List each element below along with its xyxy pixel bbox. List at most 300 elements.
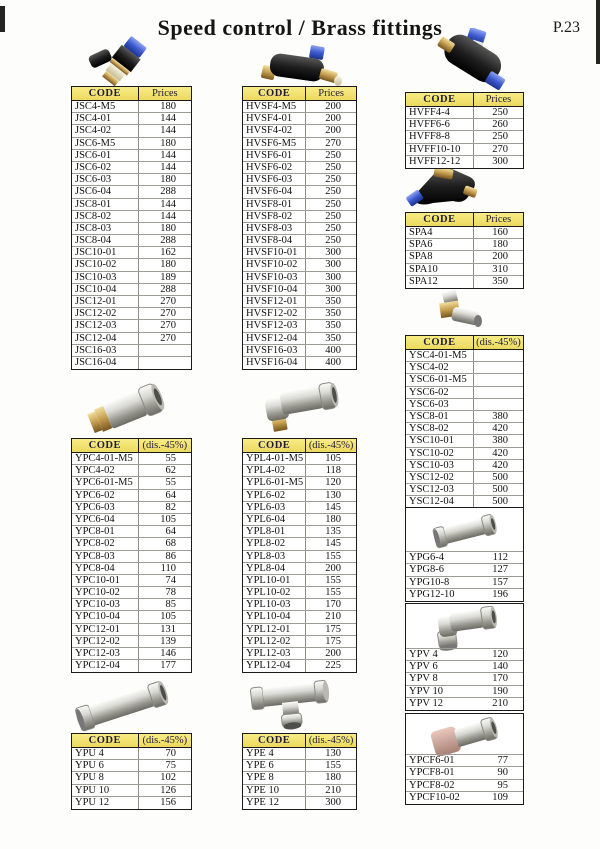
table-row [243, 272, 356, 284]
code-cell: HVSF12-01 [243, 296, 306, 307]
ypg-section [405, 507, 524, 602]
price-column-header: (dis.-45%) [306, 734, 356, 747]
table-row [406, 276, 523, 288]
price-cell: 70 [165, 748, 176, 759]
price-cell: 156 [160, 796, 176, 808]
code-column-header: CODE [72, 87, 139, 100]
price-cell: 200 [492, 251, 508, 263]
table-row [72, 150, 191, 162]
table-row [72, 223, 191, 235]
table-row [72, 526, 191, 538]
price-cell: 400 [325, 344, 341, 356]
code-cell: HVSF8-03 [243, 223, 306, 234]
code-cell: YPE 8 [243, 772, 306, 783]
price-cell: 420 [492, 447, 508, 459]
code-cell: JSC6-01 [72, 150, 139, 161]
code-cell: YPE 10 [243, 785, 306, 796]
code-cell: YPU 8 [72, 772, 139, 783]
table-row [72, 345, 191, 357]
table-row [243, 797, 356, 809]
table-row [406, 362, 523, 374]
code-cell: SPA8 [406, 251, 474, 262]
table-row [243, 477, 356, 489]
code-cell: YPL10-01 [243, 575, 306, 586]
hvff-price-table [405, 92, 524, 169]
price-cell: 300 [325, 283, 341, 295]
table-row [406, 767, 523, 779]
price-cell: 135 [325, 526, 341, 538]
price-cell [139, 345, 191, 356]
price-cell: 350 [325, 332, 341, 344]
table-row [72, 101, 191, 113]
code-cell: JSC4-02 [72, 125, 139, 136]
price-cell: 210 [325, 784, 341, 796]
page-number: P.23 [552, 19, 580, 36]
price-column-header: Prices [474, 213, 523, 226]
price-cell: 250 [325, 186, 341, 198]
price-cell: 160 [492, 227, 508, 238]
code-cell: YPG6-4 [409, 552, 445, 564]
table-row [72, 296, 191, 308]
code-cell: YPE 6 [243, 760, 306, 771]
code-cell: YPG12-10 [409, 588, 455, 600]
code-cell: HVSF10-01 [243, 247, 306, 258]
table-row [406, 698, 523, 710]
table-row [243, 284, 356, 296]
code-cell: YSC6-02 [406, 387, 474, 398]
table-header [72, 439, 191, 453]
table-row [406, 435, 523, 447]
price-cell: 139 [160, 635, 176, 647]
brass-elbow-fitting-image [428, 288, 488, 334]
price-cell: 270 [160, 308, 176, 320]
table-row [243, 211, 356, 223]
straight-union-image [429, 510, 501, 552]
price-cell: 270 [160, 332, 176, 344]
price-cell: 131 [160, 623, 176, 635]
code-column-header: CODE [406, 93, 474, 106]
table-row [72, 760, 191, 772]
code-cell: YPC12-02 [72, 636, 139, 647]
price-cell: 420 [492, 423, 508, 435]
price-cell: 250 [325, 222, 341, 234]
code-cell: YPE 12 [243, 797, 306, 809]
code-cell: SPA4 [406, 227, 474, 238]
code-column-header: CODE [243, 734, 306, 747]
code-cell: YPL4-02 [243, 465, 306, 476]
price-cell: 250 [325, 198, 341, 210]
price-cell: 300 [492, 155, 508, 167]
code-cell: YSC12-03 [406, 484, 474, 495]
code-column-header: CODE [406, 336, 474, 349]
table-row [406, 792, 523, 804]
table-row [72, 624, 191, 636]
code-cell: YPL8-01 [243, 526, 306, 537]
table-row [72, 551, 191, 563]
table-row [243, 587, 356, 599]
elbow-male-connector-image [252, 380, 348, 434]
code-cell: HVSF12-04 [243, 333, 306, 344]
code-cell: SPA6 [406, 239, 474, 250]
price-cell: 155 [325, 760, 341, 772]
table-row [406, 780, 523, 792]
price-cell: 130 [325, 748, 341, 759]
y-fitting-black-image [404, 162, 482, 210]
price-cell: 210 [325, 611, 341, 623]
table-row [243, 320, 356, 332]
code-cell: JSC10-03 [72, 272, 139, 283]
code-cell: HVSF4-02 [243, 125, 306, 136]
code-cell: YPCF6-01 [409, 755, 455, 767]
table-row [72, 660, 191, 672]
table-row [72, 514, 191, 526]
table-row [72, 174, 191, 186]
table-row [243, 138, 356, 150]
code-cell: YPC6-04 [72, 514, 139, 525]
code-cell: YPL12-01 [243, 624, 306, 635]
table-row [406, 484, 523, 496]
price-cell: 86 [165, 550, 176, 562]
table-row [243, 199, 356, 211]
table-row [72, 611, 191, 623]
price-cell [474, 374, 523, 385]
code-cell: YSC8-02 [406, 423, 474, 434]
code-cell: YPL12-02 [243, 636, 306, 647]
price-cell: 74 [165, 574, 176, 586]
price-cell: 170 [325, 599, 341, 611]
price-cell: 110 [160, 562, 176, 574]
price-cell [474, 399, 523, 410]
table-row [72, 648, 191, 660]
code-cell: HVSF12-02 [243, 308, 306, 319]
table-row [243, 611, 356, 623]
code-cell: JSC16-04 [72, 357, 139, 369]
price-cell: 250 [325, 174, 341, 186]
price-cell: 175 [325, 635, 341, 647]
code-cell: YPL10-02 [243, 587, 306, 598]
price-column-header: (dis.-45%) [306, 439, 356, 452]
table-row [243, 465, 356, 477]
table-row [243, 113, 356, 125]
table-row [72, 272, 191, 284]
price-cell: 82 [165, 501, 176, 513]
code-cell: YPV 12 [409, 697, 443, 709]
code-cell: YPL8-03 [243, 551, 306, 562]
price-cell: 127 [492, 564, 508, 576]
code-cell: HVSF8-01 [243, 199, 306, 210]
price-cell: 500 [492, 471, 508, 483]
table-row [406, 251, 523, 263]
table-row [72, 538, 191, 550]
table-row [243, 624, 356, 636]
code-cell: YSC10-01 [406, 435, 474, 446]
code-cell: JSC8-02 [72, 211, 139, 222]
table-row [72, 599, 191, 611]
price-column-header: Prices [474, 93, 523, 106]
code-cell: SPA10 [406, 264, 474, 275]
code-cell: YPCF8-01 [409, 767, 455, 779]
code-cell: YSC12-04 [406, 496, 474, 508]
ypcf-price-table [406, 754, 523, 804]
price-cell: 200 [325, 101, 341, 112]
ypc-price-table [71, 438, 192, 673]
price-cell: 55 [165, 477, 176, 489]
price-cell: 90 [497, 767, 508, 779]
code-cell: YPC10-01 [72, 575, 139, 586]
code-cell: JSC12-02 [72, 308, 139, 319]
code-cell: YPL10-03 [243, 599, 306, 610]
price-cell: 64 [165, 526, 176, 538]
table-row [243, 345, 356, 357]
table-row [72, 636, 191, 648]
code-cell: HVFF4-4 [406, 107, 474, 118]
straight-male-connector-image [80, 382, 170, 436]
code-cell: HVSF4-01 [243, 113, 306, 124]
table-row [406, 107, 523, 119]
code-cell: JSC10-02 [72, 259, 139, 270]
table-row [406, 448, 523, 460]
table-row [72, 199, 191, 211]
table-row [243, 502, 356, 514]
table-row [243, 186, 356, 198]
table-row [406, 564, 523, 576]
table-row [72, 357, 191, 369]
table-row [72, 259, 191, 271]
jsc-price-table [71, 86, 192, 370]
table-row [243, 648, 356, 660]
code-cell: HVSF16-03 [243, 345, 306, 356]
code-cell: YPV 10 [409, 685, 443, 697]
price-cell: 95 [497, 779, 508, 791]
code-cell: YPC12-01 [72, 624, 139, 635]
table-row [243, 563, 356, 575]
table-row [243, 174, 356, 186]
price-cell: 250 [492, 107, 508, 118]
table-row [72, 308, 191, 320]
code-cell: HVSF8-04 [243, 235, 306, 246]
price-column-header: Prices [306, 87, 356, 100]
price-cell: 120 [325, 477, 341, 489]
price-cell: 77 [497, 755, 508, 767]
price-cell: 180 [492, 239, 508, 251]
table-row [243, 259, 356, 271]
price-cell: 210 [492, 697, 508, 709]
price-cell: 180 [160, 259, 176, 271]
table-row [72, 320, 191, 332]
code-cell: YPC6-01-M5 [72, 477, 139, 488]
price-cell: 180 [325, 772, 341, 784]
table-header [406, 213, 523, 227]
price-column-header: (dis.-45%) [139, 734, 191, 747]
table-row [72, 587, 191, 599]
code-cell: JSC10-04 [72, 284, 139, 295]
code-cell: HVSF10-03 [243, 272, 306, 283]
price-cell: 62 [165, 465, 176, 477]
price-cell: 170 [492, 673, 508, 685]
table-row [406, 411, 523, 423]
price-cell: 250 [492, 131, 508, 143]
code-column-header: CODE [243, 439, 306, 452]
code-cell: YPC8-02 [72, 538, 139, 549]
table-row [243, 357, 356, 369]
table-row [406, 673, 523, 685]
table-row [72, 125, 191, 137]
price-cell: 144 [160, 149, 176, 161]
ypu-price-table [71, 733, 192, 810]
table-row [72, 284, 191, 296]
price-cell: 200 [325, 562, 341, 574]
price-cell: 250 [325, 210, 341, 222]
price-cell: 78 [165, 587, 176, 599]
price-cell: 350 [325, 320, 341, 332]
code-cell: YSC4-02 [406, 362, 474, 373]
code-cell: JSC10-01 [72, 247, 139, 258]
code-cell: YPC8-03 [72, 551, 139, 562]
table-row [243, 772, 356, 784]
table-row [243, 308, 356, 320]
table-row [72, 563, 191, 575]
code-column-header: CODE [72, 439, 139, 452]
price-cell: 68 [165, 538, 176, 550]
table-header [406, 336, 523, 350]
code-cell: YPL6-01-M5 [243, 477, 306, 488]
ypv-price-table [406, 648, 523, 710]
code-column-header: CODE [72, 734, 139, 747]
price-cell: 190 [492, 685, 508, 697]
table-row [243, 150, 356, 162]
price-column-header: (dis.-45%) [139, 439, 191, 452]
price-cell: 500 [492, 496, 508, 508]
table-header [243, 439, 356, 453]
code-cell: YPC4-02 [72, 465, 139, 476]
hvsf-price-table [242, 86, 357, 370]
code-cell: YPCF10-02 [409, 791, 460, 803]
table-row [243, 223, 356, 235]
code-cell: YSC6-03 [406, 399, 474, 410]
table-row [406, 227, 523, 239]
price-cell: 175 [325, 623, 341, 635]
price-cell: 180 [160, 137, 176, 149]
table-row [72, 502, 191, 514]
table-row [243, 575, 356, 587]
table-row [243, 235, 356, 247]
ypcf-section [405, 713, 524, 805]
table-row [406, 374, 523, 386]
table-row [72, 235, 191, 247]
price-cell: 380 [492, 410, 508, 422]
price-cell: 109 [492, 791, 508, 803]
elbow-union-image [425, 606, 505, 651]
price-cell: 105 [325, 453, 341, 464]
code-cell: YSC6-01-M5 [406, 374, 474, 385]
table-row [72, 333, 191, 345]
table-row [243, 526, 356, 538]
price-cell: 126 [160, 784, 176, 796]
price-cell: 400 [325, 356, 341, 368]
price-cell: 155 [325, 574, 341, 586]
code-cell: JSC16-03 [72, 345, 139, 356]
code-cell: YPU 12 [72, 797, 139, 809]
code-cell: HVSF6-03 [243, 174, 306, 185]
price-cell: 270 [160, 320, 176, 332]
table-row [243, 760, 356, 772]
price-cell: 350 [325, 308, 341, 320]
code-cell: YPCF8-02 [409, 779, 455, 791]
table-row [406, 156, 523, 168]
code-cell: HVSF12-03 [243, 320, 306, 331]
price-cell: 155 [325, 587, 341, 599]
table-row [72, 247, 191, 259]
table-row [72, 575, 191, 587]
price-cell: 288 [160, 235, 176, 247]
code-cell: JSC4-M5 [72, 101, 139, 112]
price-column-header: Prices [139, 87, 191, 100]
table-row [406, 264, 523, 276]
table-row [406, 144, 523, 156]
code-cell: YPL8-04 [243, 563, 306, 574]
ypv-section [405, 603, 524, 711]
spa-price-table [405, 212, 524, 289]
table-row [72, 453, 191, 465]
table-row [406, 131, 523, 143]
price-cell: 180 [160, 174, 176, 186]
table-row [72, 138, 191, 150]
reducer-fitting-image [426, 716, 504, 756]
code-cell: JSC12-04 [72, 333, 139, 344]
price-cell: 200 [325, 113, 341, 125]
table-row [243, 453, 356, 465]
table-row [243, 162, 356, 174]
table-row [243, 636, 356, 648]
page-title: Speed control / Brass fittings [157, 15, 443, 40]
code-cell: YPL12-03 [243, 648, 306, 659]
price-cell: 250 [325, 161, 341, 173]
code-cell: YSC12-02 [406, 472, 474, 483]
table-row [406, 350, 523, 362]
code-cell: HVSF16-04 [243, 357, 306, 369]
price-cell: 270 [160, 296, 176, 307]
code-cell: SPA12 [406, 276, 474, 288]
code-cell: YSC4-01-M5 [406, 350, 474, 361]
table-row [72, 785, 191, 797]
table-header [72, 87, 191, 101]
table-row [243, 599, 356, 611]
table-row [72, 465, 191, 477]
price-cell: 64 [165, 489, 176, 501]
price-cell: 300 [325, 796, 341, 808]
speed-controller-union-image [432, 28, 516, 94]
price-cell: 155 [325, 550, 341, 562]
price-cell: 112 [492, 552, 508, 564]
price-cell: 144 [160, 113, 176, 125]
price-cell: 145 [325, 538, 341, 550]
code-cell: YPC6-03 [72, 502, 139, 513]
code-cell: HVSF8-02 [243, 211, 306, 222]
price-cell [474, 362, 523, 373]
code-cell: JSC12-01 [72, 296, 139, 307]
code-cell: JSC6-02 [72, 162, 139, 173]
table-row [243, 660, 356, 672]
table-row [406, 423, 523, 435]
table-row [243, 785, 356, 797]
table-row [243, 551, 356, 563]
price-cell: 225 [325, 660, 341, 672]
table-row [243, 333, 356, 345]
price-cell: 270 [325, 137, 341, 149]
code-cell: HVSF6-02 [243, 162, 306, 173]
ypg-price-table [406, 551, 523, 601]
table-row [406, 387, 523, 399]
